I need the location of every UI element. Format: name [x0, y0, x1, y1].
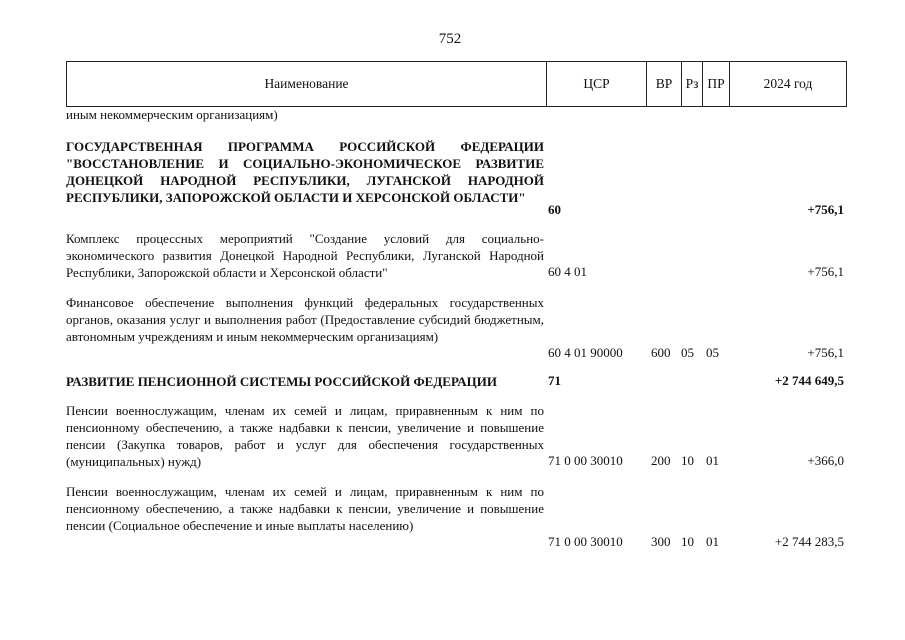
- table-header: [66, 61, 847, 107]
- row-amount: +366,0: [807, 453, 844, 468]
- header-vr: ВР: [646, 62, 681, 106]
- row-csr: 60: [548, 202, 561, 217]
- header-name: Наименование: [264, 76, 349, 91]
- row-pr: 05: [706, 345, 719, 360]
- row-csr: 60 4 01: [548, 264, 587, 279]
- page-number: 752: [438, 31, 462, 47]
- header-year: 2024 год: [729, 62, 846, 106]
- row-pr: 01: [706, 453, 719, 468]
- row-name: РАЗВИТИЕ ПЕНСИОННОЙ СИСТЕМЫ РОССИЙСКОЙ ФЕДЕРАЦИИ: [66, 374, 497, 389]
- row-amount: +756,1: [807, 264, 844, 279]
- row-pr: 01: [706, 534, 719, 549]
- row-rz: 10: [681, 534, 694, 549]
- row-name: Финансовое обеспечение выполнения функций федеральных государственных органов, оказания услуг и выполнения работ (Предоставление субсидий бюджетным, автономным учреждениям и иным некоммерческим организациям): [66, 295, 544, 344]
- row-amount: +2 744 283,5: [774, 534, 844, 549]
- row-name: иным некоммерческим организациям): [66, 107, 278, 122]
- row-name: Пенсии военнослужащим, членам их семей и лицам, приравненным к ним по пенсионному обеспечению, а также надбавки к пенсии, увеличение и повышение пенсии (Социальное обеспечение и иные выплаты населению): [66, 484, 544, 533]
- row-name: Комплекс процессных мероприятий "Создание условий для социально-экономического развития Донецкой Народной Республики, Луганской Народной Республики, Запорожской области и Херсонской области": [66, 231, 544, 280]
- row-vr: 200: [651, 453, 671, 468]
- row-csr: 71: [548, 373, 561, 388]
- row-amount: +2 744 649,5: [774, 373, 844, 388]
- row-csr: 71 0 00 30010: [548, 453, 623, 468]
- row-name: ГОСУДАРСТВЕННАЯ ПРОГРАММА РОССИЙСКОЙ ФЕДЕРАЦИИ "ВОССТАНОВЛЕНИЕ И СОЦИАЛЬНО-ЭКОНОМИЧЕСКОЕ РАЗВИТИЕ ДОНЕЦКОЙ НАРОДНОЙ РЕСПУБЛИКИ, ЛУГАНСКОЙ НАРОДНОЙ РЕСПУБЛИКИ, ЗАПОРОЖСКОЙ ОБЛАСТИ И ХЕРСОНСКОЙ ОБЛАСТИ": [66, 139, 544, 205]
- row-rz: 05: [681, 345, 694, 360]
- row-name: Пенсии военнослужащим, членам их семей и лицам, приравненным к ним по пенсионному обеспечению, а также надбавки к пенсии, увеличение и повышение пенсии (Закупка товаров, работ и услуг для обеспечения государственных (муниципальных) нужд): [66, 403, 544, 469]
- header-pr: ПР: [702, 62, 729, 106]
- row-csr: 71 0 00 30010: [548, 534, 623, 549]
- header-rz: Рз: [681, 62, 702, 106]
- header-csr: ЦСР: [546, 62, 646, 106]
- row-vr: 600: [651, 345, 671, 360]
- row-amount: +756,1: [807, 345, 844, 360]
- row-vr: 300: [651, 534, 671, 549]
- row-rz: 10: [681, 453, 694, 468]
- row-csr: 60 4 01 90000: [548, 345, 623, 360]
- row-amount: +756,1: [807, 202, 844, 217]
